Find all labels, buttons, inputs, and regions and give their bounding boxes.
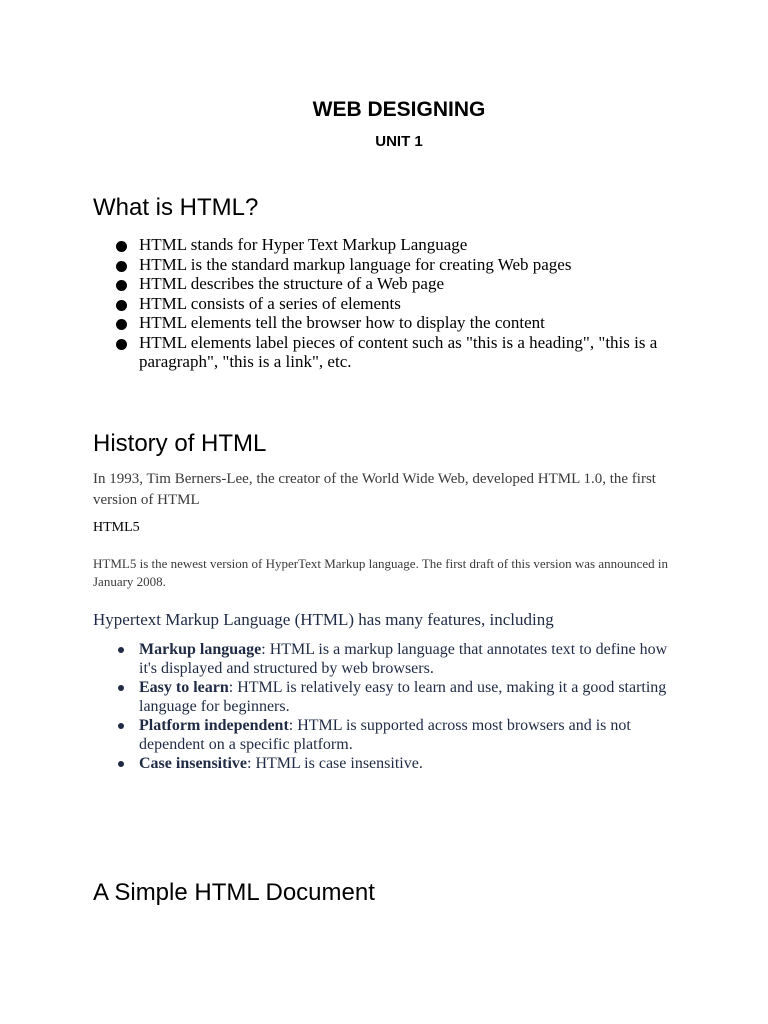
list-item (116, 640, 676, 678)
bullet-icon (118, 761, 124, 767)
list-item (116, 274, 676, 294)
bullet-icon (116, 241, 127, 252)
bullet-icon (118, 723, 124, 729)
list-item (116, 333, 676, 372)
bullet-icon (118, 685, 124, 691)
feature-text: : HTML is relatively easy to learn and use, making it a good starting language for beginners. (139, 679, 667, 715)
list-item (116, 716, 676, 754)
feature-term: Case insensitive (139, 755, 247, 772)
heading-simple-html-document: A Simple HTML Document (93, 879, 375, 906)
heading-what-is-html: What is HTML? (93, 194, 259, 221)
bullet-icon (118, 647, 124, 653)
list-item (116, 255, 676, 275)
features-list (116, 640, 676, 773)
history-paragraph: In 1993, Tim Berners-Lee, the creator of the World Wide Web, developed HTML 1.0, the first version of HTML (93, 471, 656, 508)
feature-text: : HTML is supported across most browsers and is not dependent on a specific platform. (139, 717, 631, 753)
feature-term: Platform independent (139, 717, 289, 734)
feature-term: Markup language (139, 641, 262, 658)
bullet-icon (116, 319, 127, 330)
document-subtitle: UNIT 1 (375, 133, 423, 150)
list-item (116, 235, 676, 255)
bullet-icon (116, 300, 127, 311)
list-item-text: HTML is the standard markup language for creating Web pages (139, 254, 572, 274)
bullet-icon (116, 261, 127, 272)
what-is-html-list (116, 235, 676, 372)
feature-text: : HTML is case insensitive. (247, 755, 423, 772)
list-item-text: HTML consists of a series of elements (139, 293, 401, 313)
feature-term: Easy to learn (139, 679, 229, 696)
html5-label: HTML5 (93, 520, 140, 535)
features-intro: Hypertext Markup Language (HTML) has many features, including (93, 610, 554, 629)
document-title: WEB DESIGNING (312, 98, 486, 121)
bullet-icon (116, 339, 127, 350)
list-item (116, 678, 676, 716)
list-item-text: HTML elements label pieces of content such as "this is a heading", "this is a paragraph", "this is a link", etc. (139, 332, 658, 371)
list-item-text: HTML stands for Hyper Text Markup Language (139, 235, 468, 254)
html5-paragraph: HTML5 is the newest version of HyperText Markup language. The first draft of this version was announced in January 2008. (93, 556, 669, 589)
heading-history-of-html: History of HTML (93, 430, 267, 457)
list-item-text: HTML describes the structure of a Web page (139, 274, 444, 293)
list-item-text: HTML elements tell the browser how to display the content (139, 313, 545, 332)
list-item (116, 294, 676, 314)
bullet-icon (116, 280, 127, 291)
list-item (116, 313, 676, 333)
list-item (116, 754, 676, 773)
feature-text: : HTML is a markup language that annotates text to define how it's displayed and structured by web browsers. (139, 641, 668, 677)
